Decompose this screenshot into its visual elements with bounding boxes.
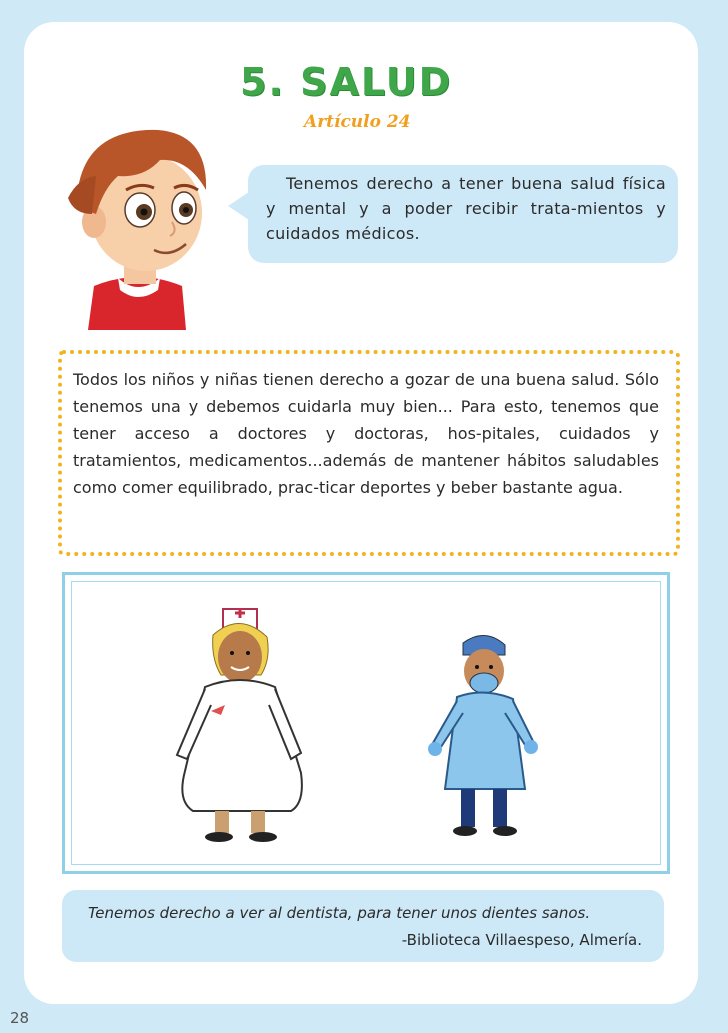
section-title: 5. SALUD (240, 60, 453, 104)
quote-box (62, 890, 664, 962)
article-subtitle: Artículo 24 (304, 112, 411, 132)
children-drawing-frame (62, 572, 670, 874)
page-number: 28 (10, 1009, 30, 1027)
boy-character-illustration (48, 118, 228, 330)
nurse-drawing (177, 608, 302, 842)
intro-paragraph: Todos los niños y niñas tienen derecho a gozar de una buena salud. Sólo tenemos una y debemos cuidarla muy bien... Para esto, tenemos que tener acceso a doctores y doctoras, hos-pitales, cuidados y tratamientos, medicamentos...además de mantener hábitos saludables como comer equilibrado, prac-ticar deportes y beber bastante agua. (73, 370, 659, 497)
quote-text: Tenemos derecho a ver al dentista, para tener unos dientes sanos. (88, 904, 591, 922)
speech-bubble-text: Tenemos derecho a tener buena salud física y mental y a poder recibir trata-mientos y cuidados médicos. (266, 174, 666, 243)
speech-bubble-tail (228, 190, 252, 222)
quote-source: -Biblioteca Villaespeso, Almería. (401, 931, 642, 949)
drawing-canvas (65, 575, 667, 871)
doctor-drawing (428, 635, 538, 836)
